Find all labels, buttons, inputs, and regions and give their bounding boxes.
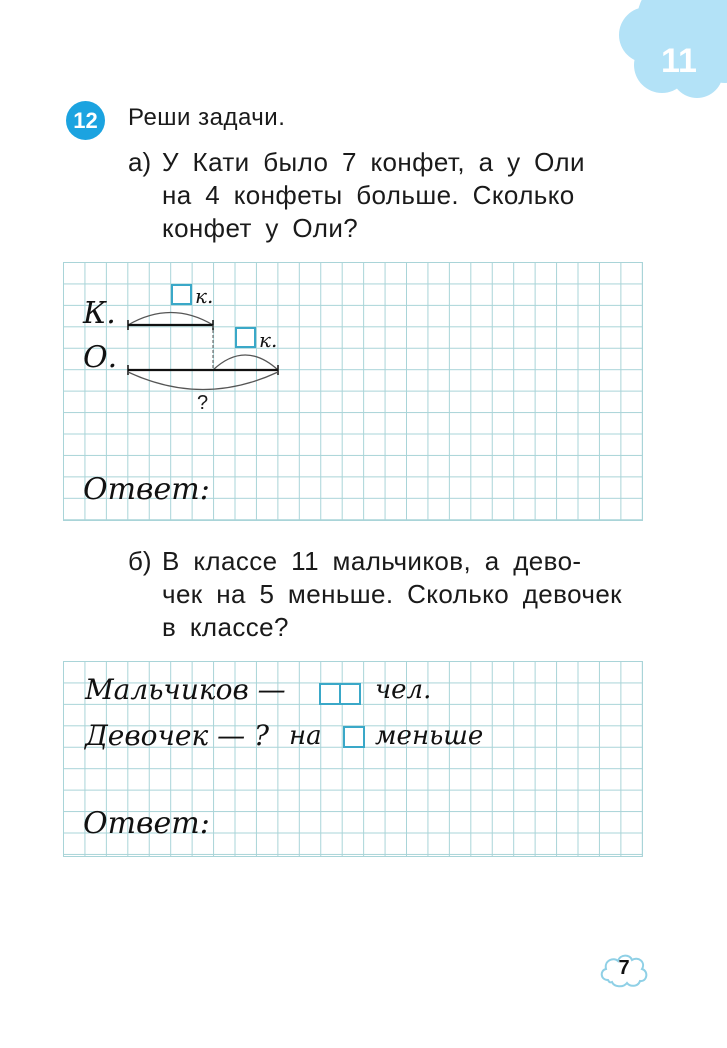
boys-unit: чел. — [375, 675, 432, 705]
lesson-number-cloud — [607, 0, 727, 100]
problem-a-text — [128, 146, 648, 246]
diagram-label-olya: О. — [83, 340, 118, 375]
diagram-label-katya: К. — [83, 296, 116, 331]
boys-label: Мальчиков — — [85, 673, 286, 706]
unit-label-1: к. — [195, 284, 214, 308]
total-question-mark: ? — [197, 392, 209, 414]
answer-box-boys-tens[interactable] — [319, 683, 341, 705]
problem-b-line-1: В классе 11 мальчиков, а дево- — [162, 546, 582, 576]
problem-b-line-3: в классе? — [162, 612, 289, 642]
task-title: Реши задачи. — [128, 104, 286, 131]
task-number-badge: 12 — [66, 101, 105, 140]
problem-b-line-2: чек на 5 меньше. Сколько девочек — [162, 579, 622, 609]
page-number-cloud — [598, 950, 650, 990]
lesson-number: 11 — [661, 42, 697, 80]
notebook-grid-a[interactable] — [63, 262, 643, 521]
problem-a-line-1: У Кати было 7 конфет, а у Оли — [162, 147, 585, 177]
problem-a-line-3: конфет у Оли? — [162, 213, 359, 243]
answer-label-b: Ответ: — [83, 806, 210, 841]
girls-on: на — [289, 721, 322, 751]
problem-b-label: б) — [128, 546, 152, 576]
answer-box-boys-ones[interactable] — [339, 683, 361, 705]
girls-label: Девочек — ? — [85, 719, 270, 752]
answer-box-difference-b[interactable] — [343, 726, 365, 748]
problem-a-label: а) — [128, 147, 152, 177]
page-number: 7 — [618, 957, 630, 979]
problem-a-line-2: на 4 конфеты больше. Сколько — [162, 180, 575, 210]
notebook-grid-b[interactable] — [63, 661, 643, 857]
answer-label-a: Ответ: — [83, 472, 210, 507]
girls-less: меньше — [375, 721, 484, 751]
unit-label-2: к. — [259, 328, 278, 352]
problem-b-text — [128, 545, 648, 645]
